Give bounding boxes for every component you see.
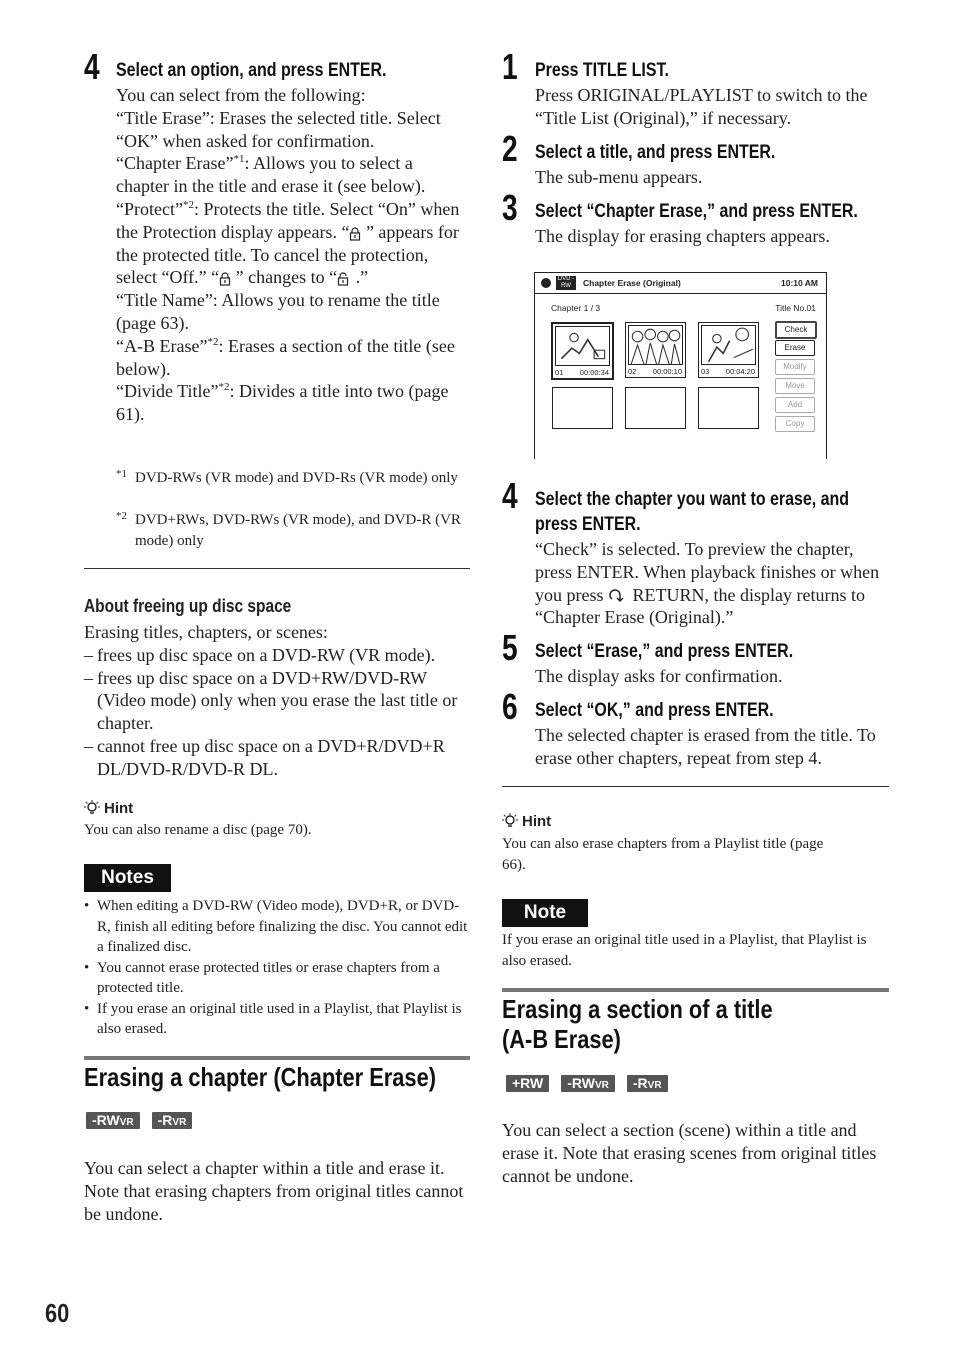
thumb-number: 03 <box>701 367 710 376</box>
media-badge: -RVR <box>627 1075 668 1092</box>
step-heading: press ENTER. <box>535 514 641 535</box>
option-title-name: “Title Name”: Allows you to rename the title (page 63). <box>116 290 440 333</box>
option-title-erase: “Title Erase”: Erases the selected title. Select “OK” when asked for confirmation. <box>116 107 441 151</box>
step-number: 5 <box>502 627 518 668</box>
list-item: • If you erase an original title used in a Playlist, that Playlist is also erased. <box>84 999 470 1040</box>
thumb-time: 00:00:34 <box>579 368 609 377</box>
section-rule <box>502 988 889 992</box>
thumb-time: 00:00:10 <box>652 367 682 376</box>
step-text: The display for erasing chapters appears. <box>535 226 830 246</box>
section-text: You can select a section (scene) within a title and erase it. Note that erasing scenes from original titles cannot be undone. <box>502 1120 877 1186</box>
section-rule <box>84 1056 470 1060</box>
empty-thumbnail <box>552 387 613 429</box>
media-badges <box>506 1075 668 1092</box>
list-item: – frees up disc space on a DVD+RW/DVD-RW (Video mode) only when you erase the last title or chapter. <box>84 667 470 735</box>
chapter-thumbnail[interactable] <box>698 322 759 378</box>
list-item: – frees up disc space on a DVD-RW (VR mode). <box>84 644 470 667</box>
option-chapter-erase: “Chapter Erase”$^{*1}$: Allows you to select a chapter in the title and erase it (see below). <box>116 153 426 197</box>
lock-icon <box>349 227 361 241</box>
thumbnail-image <box>701 325 756 365</box>
option-ab-erase: “A-B Erase”$^{*2}$: Erases a section of the title (see below). <box>116 335 455 379</box>
add-button[interactable]: Add <box>775 397 815 413</box>
disc-icon <box>541 278 551 288</box>
about-heading: About freeing up disc space <box>84 596 292 616</box>
note-text: If you erase an original title used in a Playlist, that Playlist is also erased. <box>502 932 867 969</box>
chapter-thumbnail[interactable] <box>551 322 614 380</box>
thumb-number: 01 <box>555 368 564 377</box>
empty-thumbnail <box>625 387 686 429</box>
copy-button[interactable]: Copy <box>775 416 815 432</box>
thumb-number: 02 <box>628 367 637 376</box>
hint-label: Hint <box>502 813 551 830</box>
return-icon <box>608 589 628 603</box>
unlock-icon <box>337 272 351 286</box>
step-heading: Select “Erase,” and press ENTER. <box>535 641 794 662</box>
media-badge: -RWVR <box>86 1112 140 1129</box>
media-badges <box>86 1112 192 1129</box>
about-list <box>84 644 470 781</box>
lock-icon <box>219 272 231 286</box>
media-badge: +RW <box>506 1075 549 1092</box>
hint-text: You can also erase chapters from a Playlist title (page 66). <box>502 836 824 873</box>
step-heading: Select a title, and press ENTER. <box>535 142 776 163</box>
erase-button[interactable]: Erase <box>775 340 815 356</box>
step-heading: Press TITLE LIST. <box>535 60 669 81</box>
step-text: “Check” is selected. To preview the chapter, press ENTER. When playback finishes or when you press RETURN, the display returns to “Chapter Erase (Original).” <box>535 539 880 628</box>
step-number: 6 <box>502 686 518 727</box>
notes-label: Notes <box>84 864 171 892</box>
title-number: Title No.01 <box>775 303 816 313</box>
thumbnail-image <box>555 326 610 366</box>
step-number: 3 <box>502 187 518 228</box>
screen-header <box>535 273 826 294</box>
options-intro: You can select from the following: <box>116 85 366 105</box>
step4-options <box>116 84 470 426</box>
divider <box>502 786 889 787</box>
section-title: Erasing a section of a title <box>502 994 773 1024</box>
check-button[interactable]: Check <box>775 321 817 339</box>
move-button[interactable]: Move <box>775 378 815 394</box>
step-heading: Select an option, and press ENTER. <box>116 60 387 81</box>
list-item: • You cannot erase protected titles or erase chapters from a protected title. <box>84 958 470 999</box>
step-number: 2 <box>502 128 518 169</box>
section-title: (A-B Erase) <box>502 1024 621 1054</box>
step-number: 4 <box>502 475 518 516</box>
lightbulb-icon <box>84 800 100 816</box>
media-badge: -RVR <box>152 1112 193 1129</box>
step-text: Press ORIGINAL/PLAYLIST to switch to the “Title List (Original),” if necessary. <box>535 85 868 128</box>
option-divide-title: “Divide Title”$^{*2}$: Divides a title into two (page 61). <box>116 381 449 425</box>
section-title: Erasing a chapter (Chapter Erase) <box>84 1062 436 1092</box>
notes-list <box>84 896 470 1040</box>
chapter-erase-screen <box>534 272 827 459</box>
about-intro: Erasing titles, chapters, or scenes: <box>84 622 328 642</box>
media-badge: -RWVR <box>561 1075 615 1092</box>
screen-time: 10:10 AM <box>780 278 818 288</box>
step-number: 1 <box>502 46 518 87</box>
page-number: 60 <box>45 1298 70 1328</box>
hint-text: You can also rename a disc (page 70). <box>84 822 312 838</box>
step-text: The selected chapter is erased from the title. To erase other chapters, repeat from step 4. <box>535 725 876 768</box>
step-text: The display asks for confirmation. <box>535 666 783 686</box>
modify-button[interactable]: Modify <box>775 359 815 375</box>
thumbnail-image <box>628 325 683 365</box>
step-text: The sub-menu appears. <box>535 167 703 187</box>
screen-title: Chapter Erase (Original) <box>583 278 681 288</box>
divider <box>84 568 470 569</box>
section-text: You can select a chapter within a title and erase it. Note that erasing chapters from original titles cannot be undone. <box>84 1158 464 1224</box>
chapter-thumbnail[interactable] <box>625 322 686 378</box>
step-number: 4 <box>84 46 100 87</box>
disc-type-badge: DVD -RW <box>557 276 575 289</box>
footnote-1: *1 DVD-RWs (VR mode) and DVD-Rs (VR mode) only <box>116 468 458 486</box>
step-heading: Select the chapter you want to erase, and <box>535 489 849 510</box>
list-item: – cannot free up disc space on a DVD+R/DVD+R DL/DVD-R/DVD-R DL. <box>84 735 470 781</box>
list-item: • When editing a DVD-RW (Video mode), DVD+R, or DVD-R, finish all editing before finalizing the disc. You cannot edit a finalized disc. <box>84 896 470 958</box>
chapter-counter: Chapter 1 / 3 <box>551 303 601 313</box>
hint-label: Hint <box>84 800 133 817</box>
empty-thumbnail <box>698 387 759 429</box>
about-body <box>84 621 470 781</box>
lightbulb-icon <box>502 813 518 829</box>
option-protect: “Protect”$^{*2}$: Protects the title. Select “On” when the Protection display appears. “ ” appears for the protected title. To cancel the protection, select “Off.” “ ” changes to “ .” <box>116 198 460 288</box>
step-heading: Select “Chapter Erase,” and press ENTER. <box>535 201 858 222</box>
thumb-time: 00:04:20 <box>725 367 755 376</box>
note-label: Note <box>502 899 588 927</box>
footnote-2: *2 DVD+RWs, DVD-RWs (VR mode), and DVD-R (VR mode) only <box>116 510 461 549</box>
step-heading: Select “OK,” and press ENTER. <box>535 700 774 721</box>
